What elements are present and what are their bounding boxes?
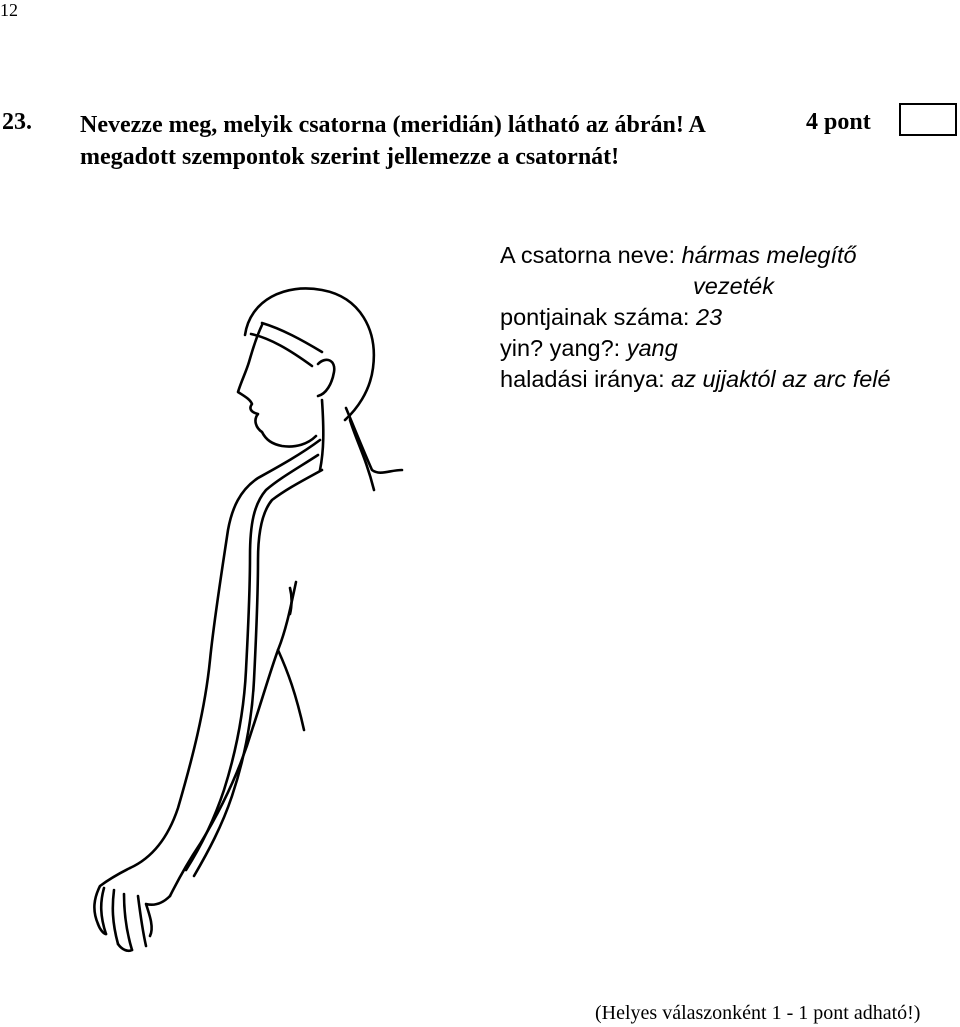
answer-yinyang-row bbox=[500, 333, 950, 364]
footer-note: (Helyes válaszonként 1 - 1 pont adható!) bbox=[595, 1002, 921, 1024]
answer-block bbox=[500, 240, 950, 395]
page-number: 12 bbox=[0, 0, 18, 20]
answer-yinyang-value: yang bbox=[626, 335, 678, 361]
score-box[interactable] bbox=[899, 103, 957, 136]
answer-yinyang-label: yin? yang?: bbox=[500, 335, 621, 361]
answer-name-value: hármas melegítő bbox=[681, 242, 857, 268]
answer-points-value: 23 bbox=[695, 304, 723, 330]
answer-direction-label: haladási iránya: bbox=[500, 366, 665, 392]
answer-points-label: pontjainak száma: bbox=[500, 304, 690, 330]
meridian-body-illustration bbox=[60, 270, 420, 970]
answer-name-label: A csatorna neve: bbox=[500, 242, 676, 268]
question-points: 4 pont bbox=[806, 109, 871, 135]
question-number: 23. bbox=[2, 109, 32, 135]
answer-direction-row bbox=[500, 364, 950, 395]
answer-direction-value: az ujjaktól az arc felé bbox=[671, 366, 891, 392]
answer-name-row-2 bbox=[500, 271, 950, 302]
answer-points-row bbox=[500, 302, 950, 333]
answer-name-value-cont: vezeték bbox=[693, 273, 774, 299]
question-text: Nevezze meg, melyik csatorna (meridián) látható az ábrán! A megadott szempontok szerint jellemezze a csatornát! bbox=[80, 112, 705, 170]
answer-name-row bbox=[500, 240, 950, 271]
